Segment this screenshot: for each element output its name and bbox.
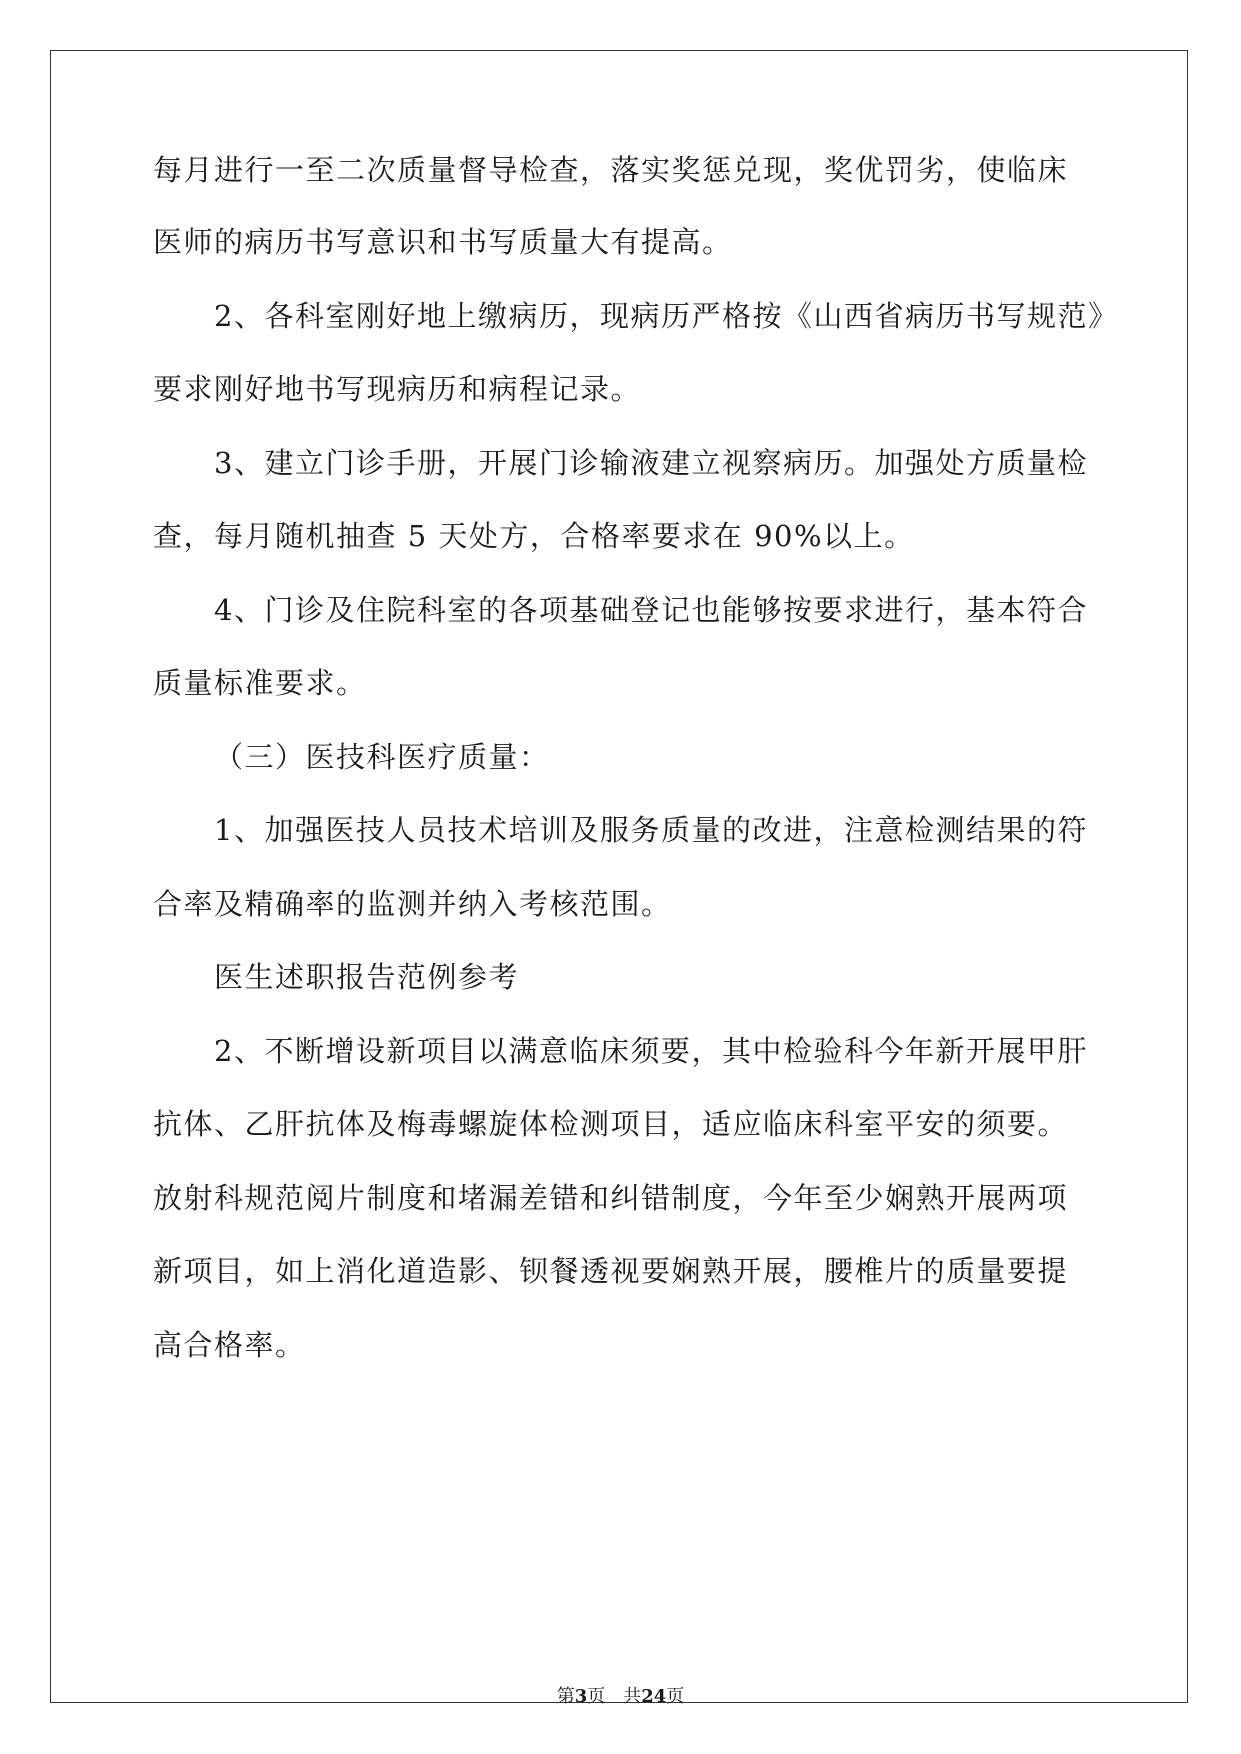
paragraph-start-line: 4、门诊及住院科室的各项基础登记也能够按要求进行，基本符合 [214, 593, 1088, 627]
body-line: 医师的病历书写意识和书写质量大有提高。 [153, 225, 733, 259]
inserted-title: 医生述职报告范例参考 [214, 960, 520, 994]
paragraph-start-line: 1、加强医技人员技术培训及服务质量的改进，注意检测结果的符 [214, 813, 1088, 847]
body-line: 新项目，如上消化道造影、钡餐透视要娴熟开展，腰椎片的质量要提 [153, 1254, 1069, 1288]
body-line: 查，每月随机抽查 5 天处方，合格率要求在 90%以上。 [153, 519, 915, 553]
paragraph-start-line: 3、建立门诊手册，开展门诊输液建立视察病历。加强处方质量检 [214, 446, 1088, 480]
section-heading: （三）医技科医疗质量： [214, 740, 550, 774]
footer-page-number: 3 [574, 1686, 588, 1707]
body-line: 每月进行一至二次质量督导检查，落实奖惩兑现，奖优罚劣，使临床 [153, 153, 1069, 187]
paragraph-start-line: 2、各科室刚好地上缴病历，现病历严格按《山西省病历书写规范》 [214, 299, 1119, 333]
footer-page-suffix: 页 [587, 1686, 606, 1707]
footer-total-pages: 24 [641, 1686, 667, 1707]
body-line: 放射科规范阅片制度和堵漏差错和纠错制度，今年至少娴熟开展两项 [153, 1181, 1069, 1215]
footer-page-prefix: 第 [556, 1686, 575, 1707]
body-line: 高合格率。 [153, 1328, 306, 1362]
footer-total-prefix: 共 [623, 1686, 642, 1707]
paragraph-start-line: 2、不断增设新项目以满意临床须要，其中检验科今年新开展甲肝 [214, 1034, 1088, 1068]
body-line: 质量标准要求。 [153, 666, 367, 700]
body-line: 抗体、乙肝抗体及梅毒螺旋体检测项目，适应临床科室平安的须要。 [153, 1107, 1069, 1141]
body-line: 合率及精确率的监测并纳入考核范围。 [153, 887, 672, 921]
page-footer [0, 1685, 1241, 1709]
body-line: 要求刚好地书写现病历和病程记录。 [153, 372, 642, 406]
footer-total-suffix: 页 [666, 1686, 685, 1707]
